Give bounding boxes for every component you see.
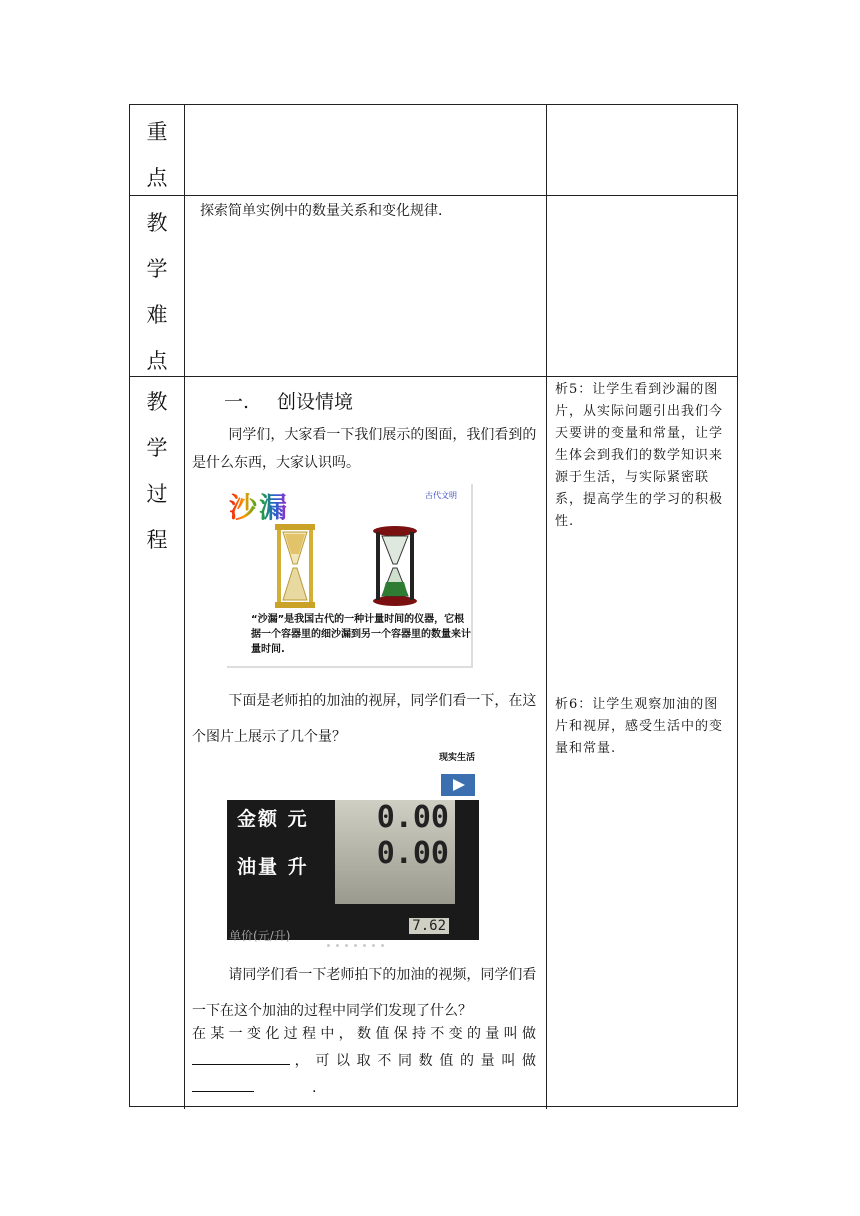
section-heading <box>224 387 353 414</box>
gas-pump-slide-image <box>227 750 479 943</box>
hourglass-gold-icon <box>273 524 317 608</box>
row-label-cell <box>130 196 185 377</box>
slide-title: 沙漏 <box>229 486 289 526</box>
row-process <box>130 376 737 1109</box>
content-cell <box>184 105 547 195</box>
amount-label: 金额 元 <box>237 808 309 830</box>
video-controls[interactable] <box>327 932 407 938</box>
note-6: 析6：让学生观察加油的图片和视屏，感受生活中的变量和常量. <box>555 697 724 756</box>
paragraph-intro: 同学们，大家看一下我们展示的图面，我们看到的是什么东西，大家认识吗。 <box>192 427 537 471</box>
row-label-cell <box>130 377 185 1109</box>
price-value: 7.62 <box>409 918 449 934</box>
content-cell <box>184 196 547 377</box>
blank-constant <box>192 1046 290 1065</box>
oil-value: 0.00 <box>376 836 449 871</box>
lesson-plan-table <box>129 104 738 1107</box>
price-label: 单价(元/升) <box>229 929 291 943</box>
hourglass-slide-image <box>227 484 473 668</box>
content-cell <box>184 377 547 1109</box>
hourglass-dark-icon <box>371 526 419 606</box>
notes-cell <box>547 196 737 377</box>
blank-variable <box>192 1073 254 1092</box>
row-label: 教 学 难 点 <box>146 211 168 373</box>
amount-value: 0.00 <box>376 800 449 835</box>
paragraph-video: 下面是老师拍的加油的视屏，同学们看一下，在这个图片上展示了几个量？ <box>192 693 537 745</box>
slide-tag: 现实生活 <box>438 753 475 763</box>
row-label: 重 点 <box>146 120 168 190</box>
section-number: 一. <box>224 391 250 413</box>
lcd-panel <box>335 800 455 904</box>
slide-caption: “沙漏”是我国古代的一种计量时间的仪器，它根据一个容器里的细沙漏到另一个容器里的数量来计量时间. <box>251 614 471 655</box>
row-label: 教 学 过 程 <box>146 390 168 552</box>
paragraph-observe: 请同学们看一下老师拍下的加油的视频，同学们看一下在这个加油的过程中同学们发现了什么？ <box>192 967 537 1019</box>
section-title: 创设情境 <box>277 391 354 413</box>
pump-display <box>227 800 479 943</box>
note-5: 析5：让学生看到沙漏的图片，从实际问题引出我们今天要讲的变量和常量，让学生体会到我们的数学知识来源于生活，与实际紧密联系，提高学生的学习的积极性. <box>555 382 724 529</box>
oil-label: 油量 升 <box>237 856 309 878</box>
paragraph-definition: 在某一变化过程中，数值保持不变的量叫做，可以取不同数值的量叫做. <box>192 1026 538 1096</box>
row-label-cell <box>130 105 185 195</box>
play-icon[interactable] <box>441 774 475 796</box>
row-difficulties <box>130 195 737 377</box>
row-key-points <box>130 105 737 195</box>
difficulty-text: 探索简单实例中的数量关系和变化规律. <box>200 203 443 219</box>
notes-cell <box>547 377 737 1109</box>
notes-cell <box>547 105 737 195</box>
slide-tag: 古代文明 <box>425 491 457 500</box>
